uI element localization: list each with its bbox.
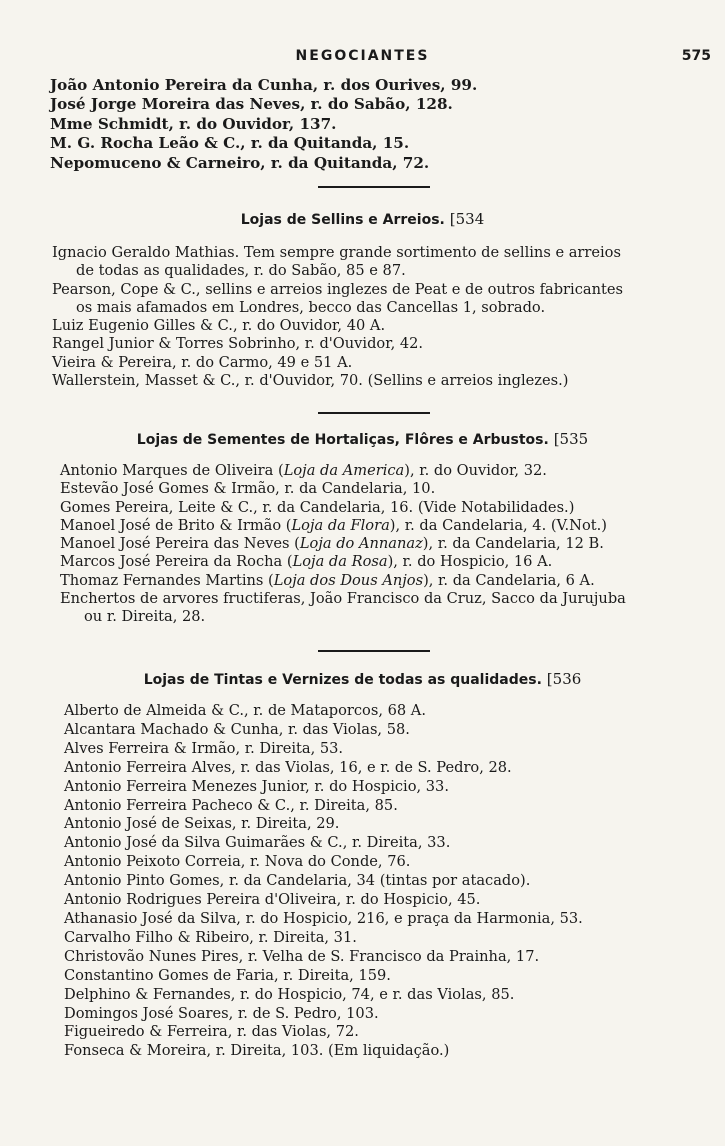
list-item: Luiz Eugenio Gilles & C., r. do Ouvidor, 40 A.	[52, 317, 386, 335]
list-item: Domingos José Soares, r. de S. Pedro, 103.	[64, 1004, 379, 1022]
list-item: Wallerstein, Masset & C., r. d'Ouvidor, 70. (Sellins e arreios inglezes.)	[52, 372, 569, 390]
section-title: Lojas de Sellins e Arreios.	[240, 212, 445, 228]
list-item: Marcos José Pereira da Rocha (Loja da Rosa), r. do Hospicio, 16 A.	[60, 553, 553, 571]
list-item: Vieira & Pereira, r. do Carmo, 49 e 51 A.	[52, 353, 353, 371]
list-item: Athanasio José da Silva, r. do Hospicio, 216, e praça da Harmonia, 53.	[64, 909, 583, 927]
list-item-continuation: ou r. Direita, 28.	[84, 608, 206, 626]
list-item: Thomaz Fernandes Martins (Loja dos Dous Anjos), r. da Candelaria, 6 A.	[60, 571, 595, 589]
list-item: Antonio José de Seixas, r. Direita, 29.	[64, 815, 340, 833]
list-item: Nepomuceno & Carneiro, r. da Quitanda, 72.	[50, 153, 430, 172]
list-item: Enchertos de arvores fructiferas, João Francisco da Cruz, Sacco da Jurujuba	[60, 590, 626, 608]
entry-list	[64, 702, 715, 1061]
section-divider	[318, 186, 430, 188]
list-item: Manoel José Pereira das Neves (Loja do Annanaz), r. da Candelaria, 12 B.	[60, 535, 604, 553]
list-item: Antonio Ferreira Menezes Junior, r. do Hospicio, 33.	[64, 777, 449, 795]
list-item: Estevão José Gomes & Irmão, r. da Candelaria, 10.	[60, 480, 436, 498]
section-heading	[0, 430, 725, 448]
list-item: Mme Schmidt, r. do Ouvidor, 137.	[50, 114, 337, 133]
list-item: Alberto de Almeida & C., r. de Mataporcos, 68 A.	[64, 702, 426, 719]
intro-entry-list	[50, 76, 715, 173]
section-title: Lojas de Sementes de Hortaliças, Flôres e Arbustos.	[136, 432, 549, 448]
list-item: José Jorge Moreira das Neves, r. do Sabão, 128.	[50, 95, 453, 114]
running-head	[0, 48, 725, 68]
running-title: NEGOCIANTES	[295, 48, 430, 64]
list-item: Alcantara Machado & Cunha, r. das Violas, 58.	[64, 720, 410, 738]
section-number: [536	[546, 670, 582, 688]
section-title: Lojas de Tintas e Vernizes de todas as qualidades.	[143, 672, 542, 688]
list-item-continuation: os mais afamados em Londres, becco das Cancellas 1, sobrado.	[76, 298, 546, 316]
section-number: [534	[449, 210, 485, 228]
list-item: Carvalho Filho & Ribeiro, r. Direita, 31.	[64, 928, 357, 946]
list-item: Constantino Gomes de Faria, r. Direita, 159.	[64, 966, 391, 984]
list-item: Antonio José da Silva Guimarães & C., r. Direita, 33.	[64, 834, 451, 852]
section-divider	[318, 412, 430, 414]
list-item: Delphino & Fernandes, r. do Hospicio, 74, e r. das Violas, 85.	[64, 985, 515, 1003]
list-item: Manoel José de Brito & Irmão (Loja da Flora), r. da Candelaria, 4. (V.Not.)	[60, 516, 607, 534]
list-item: Figueiredo & Ferreira, r. das Violas, 72.	[64, 1023, 359, 1041]
list-item: Antonio Marques de Oliveira (Loja da America), r. do Ouvidor, 32.	[60, 462, 547, 479]
list-item: Rangel Junior & Torres Sobrinho, r. d'Ouvidor, 42.	[52, 335, 424, 353]
list-item: Antonio Peixoto Correia, r. Nova do Conde, 76.	[64, 853, 411, 871]
list-item: Gomes Pereira, Leite & C., r. da Candelaria, 16. (Vide Notabilidades.)	[60, 498, 575, 516]
page-number: 575	[681, 48, 711, 64]
list-item: M. G. Rocha Leão & C., r. da Quitanda, 15.	[50, 134, 410, 153]
list-item: Fonseca & Moreira, r. Direita, 103. (Em liquidação.)	[64, 1042, 450, 1060]
list-item: João Antonio Pereira da Cunha, r. dos Ourives, 99.	[50, 76, 478, 94]
list-item-continuation: de todas as qualidades, r. do Sabão, 85 e 87.	[76, 262, 406, 280]
list-item: Ignacio Geraldo Mathias. Tem sempre grande sortimento de sellins e arreios	[52, 244, 621, 261]
list-item: Antonio Ferreira Alves, r. das Violas, 16, e r. de S. Pedro, 28.	[64, 758, 512, 776]
entry-list	[60, 462, 715, 627]
list-item: Antonio Ferreira Pacheco & C., r. Direita, 85.	[64, 796, 398, 814]
section-divider	[318, 650, 430, 652]
list-item: Antonio Rodrigues Pereira d'Oliveira, r. do Hospicio, 45.	[64, 891, 481, 909]
section-heading	[0, 670, 725, 688]
list-item: Antonio Pinto Gomes, r. da Candelaria, 34 (tintas por atacado).	[64, 872, 531, 890]
section-heading	[0, 210, 725, 228]
list-item: Pearson, Cope & C., sellins e arreios inglezes de Peat e de outros fabricantes	[52, 280, 623, 298]
section-number: [535	[553, 430, 589, 448]
list-item: Alves Ferreira & Irmão, r. Direita, 53.	[64, 739, 344, 757]
list-item: Christovão Nunes Pires, r. Velha de S. Francisco da Prainha, 17.	[64, 947, 540, 965]
entry-list	[52, 244, 715, 390]
